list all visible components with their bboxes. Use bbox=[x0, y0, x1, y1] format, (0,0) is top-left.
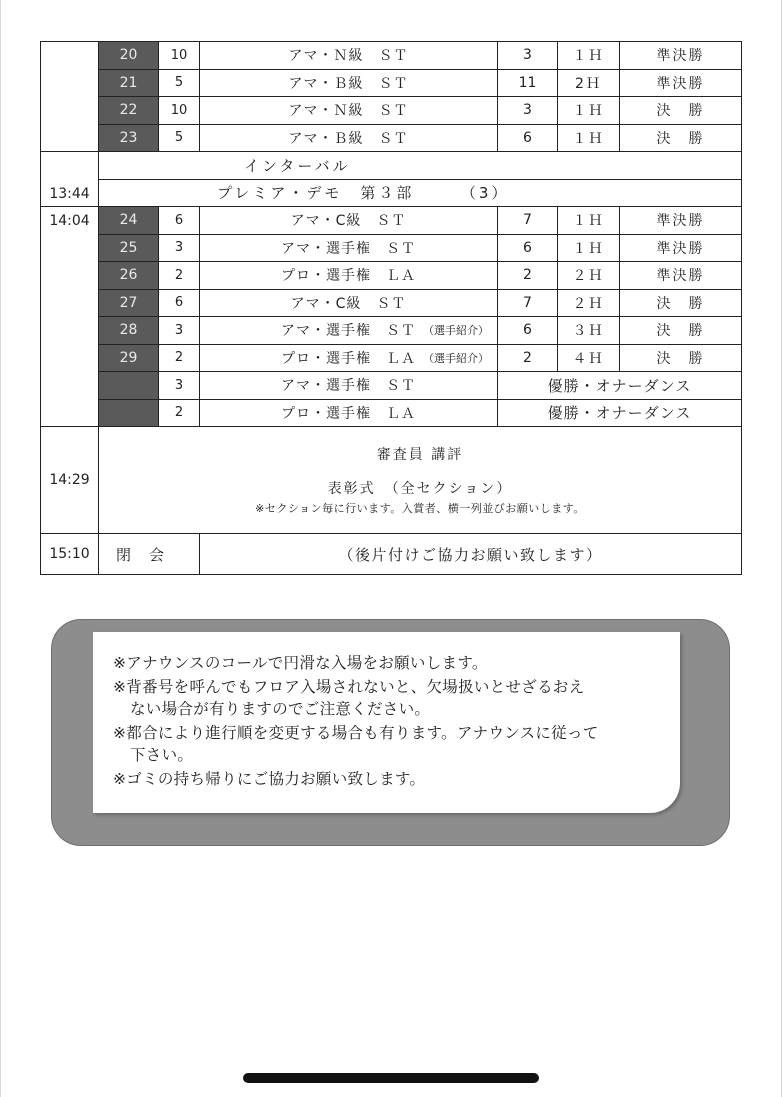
entry-count: 3 bbox=[498, 97, 558, 125]
heat-count: ２Ｈ bbox=[558, 262, 620, 290]
couple-count: 3 bbox=[159, 234, 200, 262]
event-name-text: アマ・Ｎ級 ＳＴ bbox=[288, 48, 409, 65]
notice-item-continued: ない場合が有りますのでご注意ください。 bbox=[130, 700, 431, 718]
event-name-text: プロ・選手権 ＬＡ bbox=[281, 350, 416, 367]
event-number: 26 bbox=[99, 262, 159, 290]
event-number: 24 bbox=[99, 207, 159, 235]
heat-count: １Ｈ bbox=[558, 234, 620, 262]
notice-item-continued: 下さい。 bbox=[130, 746, 194, 764]
table-row bbox=[41, 207, 742, 235]
heat-count: １Ｈ bbox=[558, 124, 620, 152]
couple-count: 3 bbox=[159, 372, 200, 400]
judges-comment: 審査員 講評 bbox=[376, 447, 464, 463]
event-name-text: アマ・選手権 ＳＴ bbox=[281, 240, 416, 257]
event-name bbox=[200, 262, 498, 290]
entry-count: 6 bbox=[498, 317, 558, 345]
heat-count: １Ｈ bbox=[558, 207, 620, 235]
player-intro-note: （選手紹介） bbox=[423, 351, 489, 365]
round-label: 準決勝 bbox=[620, 262, 742, 290]
event-number: 28 bbox=[99, 317, 159, 345]
table-row bbox=[41, 317, 742, 345]
event-number: 20 bbox=[99, 42, 159, 70]
event-number: 22 bbox=[99, 97, 159, 125]
heat-count: １Ｈ bbox=[558, 42, 620, 70]
event-name bbox=[200, 69, 498, 97]
heat-count: ４Ｈ bbox=[558, 344, 620, 372]
closing-label: 閉会 bbox=[99, 534, 200, 575]
table-row bbox=[41, 97, 742, 125]
couple-count: 2 bbox=[159, 344, 200, 372]
round-label: 準決勝 bbox=[620, 69, 742, 97]
notice-item: ※ゴミの持ち帰りにご協力お願い致します。 bbox=[113, 769, 426, 788]
awards-ceremony: 表彰式 （全セクション） bbox=[327, 481, 513, 497]
event-number: 23 bbox=[99, 124, 159, 152]
couple-count: 2 bbox=[159, 399, 200, 427]
round-label: 決 勝 bbox=[620, 344, 742, 372]
entry-count: 2 bbox=[498, 344, 558, 372]
closing-row bbox=[41, 534, 742, 575]
round-label: 決 勝 bbox=[620, 317, 742, 345]
notice-panel bbox=[93, 632, 680, 813]
table-row bbox=[41, 344, 742, 372]
closing-note: （後片付けご協力お願い致します） bbox=[200, 534, 742, 575]
table-row bbox=[41, 124, 742, 152]
event-name bbox=[200, 234, 498, 262]
couple-count: 6 bbox=[159, 207, 200, 235]
honor-dance-label: 優勝・オナーダンス bbox=[498, 372, 742, 400]
demo-row bbox=[41, 179, 742, 207]
notice-list bbox=[113, 652, 599, 790]
event-name-text: アマ・C級 ＳＴ bbox=[290, 213, 407, 230]
couple-count: 2 bbox=[159, 262, 200, 290]
notice-item: ※背番号を呼んでもフロア入場されないと、欠場扱いとせざるおえ bbox=[113, 677, 585, 696]
round-label: 決 勝 bbox=[620, 97, 742, 125]
time-cell: 13:44 bbox=[41, 152, 99, 207]
event-name bbox=[200, 207, 498, 235]
event-name bbox=[200, 317, 498, 345]
entry-count: 6 bbox=[498, 124, 558, 152]
awards-row bbox=[41, 427, 742, 534]
demo-label: プレミア・デモ 第３部 （3） bbox=[99, 179, 742, 207]
event-name bbox=[200, 344, 498, 372]
notice-item: ※都合により進行順を変更する場合も有ります。アナウンスに従って bbox=[113, 723, 599, 742]
event-name-text: アマ・Ｂ級 ＳＴ bbox=[288, 130, 409, 147]
table-row bbox=[41, 262, 742, 290]
event-name-text: プロ・選手権 ＬＡ bbox=[281, 405, 416, 422]
entry-count: 6 bbox=[498, 234, 558, 262]
table-row bbox=[41, 234, 742, 262]
heat-count: １Ｈ bbox=[558, 97, 620, 125]
event-name-text: プロ・選手権 ＬＡ bbox=[281, 268, 416, 285]
couple-count: 3 bbox=[159, 317, 200, 345]
time-cell: 15:10 bbox=[41, 534, 99, 575]
heat-count: ２Ｈ bbox=[558, 289, 620, 317]
event-number-empty bbox=[99, 399, 159, 427]
event-name-text: アマ・選手権 ＳＴ bbox=[281, 378, 416, 395]
round-label: 準決勝 bbox=[620, 42, 742, 70]
couple-count: 6 bbox=[159, 289, 200, 317]
entry-count: 11 bbox=[498, 69, 558, 97]
notice-item: ※アナウンスのコールで円滑な入場をお願いします。 bbox=[113, 654, 488, 672]
event-number: 25 bbox=[99, 234, 159, 262]
heat-count: ３Ｈ bbox=[558, 317, 620, 345]
event-name bbox=[200, 399, 498, 427]
event-number: 29 bbox=[99, 344, 159, 372]
event-name bbox=[200, 124, 498, 152]
entry-count: 7 bbox=[498, 289, 558, 317]
event-number: 21 bbox=[99, 69, 159, 97]
entry-count: 2 bbox=[498, 262, 558, 290]
event-name bbox=[200, 97, 498, 125]
entry-count: 3 bbox=[498, 42, 558, 70]
awards-note: ※セクション毎に行います。入賞者、横一列並びお願いします。 bbox=[255, 502, 585, 515]
event-name-text: アマ・選手権 ＳＴ bbox=[281, 323, 416, 340]
event-name-text: アマ・Ｂ級 ＳＴ bbox=[288, 75, 409, 92]
event-number-empty bbox=[99, 372, 159, 400]
event-name bbox=[200, 289, 498, 317]
couple-count: 10 bbox=[159, 42, 200, 70]
interval-label: インターバル bbox=[99, 152, 742, 180]
home-indicator-bar[interactable] bbox=[243, 1073, 539, 1083]
honor-dance-row bbox=[41, 372, 742, 400]
round-label: 準決勝 bbox=[620, 207, 742, 235]
event-number: 27 bbox=[99, 289, 159, 317]
event-name-text: アマ・Ｎ級 ＳＴ bbox=[288, 103, 409, 120]
interval-row bbox=[41, 152, 742, 180]
player-intro-note: （選手紹介） bbox=[423, 324, 489, 338]
round-label: 決 勝 bbox=[620, 289, 742, 317]
time-cell: 14:04 bbox=[41, 207, 99, 427]
honor-dance-row bbox=[41, 399, 742, 427]
round-label: 決 勝 bbox=[620, 124, 742, 152]
honor-dance-label: 優勝・オナーダンス bbox=[498, 399, 742, 427]
page-edge-left bbox=[0, 0, 1, 1097]
event-name bbox=[200, 42, 498, 70]
couple-count: 5 bbox=[159, 124, 200, 152]
round-label: 準決勝 bbox=[620, 234, 742, 262]
schedule-table bbox=[40, 41, 742, 575]
heat-count: 2Ｈ bbox=[558, 69, 620, 97]
event-name bbox=[200, 372, 498, 400]
table-row bbox=[41, 289, 742, 317]
event-name-text: アマ・C級 ＳＴ bbox=[290, 295, 407, 312]
couple-count: 5 bbox=[159, 69, 200, 97]
couple-count: 10 bbox=[159, 97, 200, 125]
time-cell-empty bbox=[41, 42, 99, 152]
entry-count: 7 bbox=[498, 207, 558, 235]
table-row bbox=[41, 69, 742, 97]
time-cell: 14:29 bbox=[41, 427, 99, 534]
awards-cell bbox=[99, 427, 742, 534]
table-row bbox=[41, 42, 742, 70]
